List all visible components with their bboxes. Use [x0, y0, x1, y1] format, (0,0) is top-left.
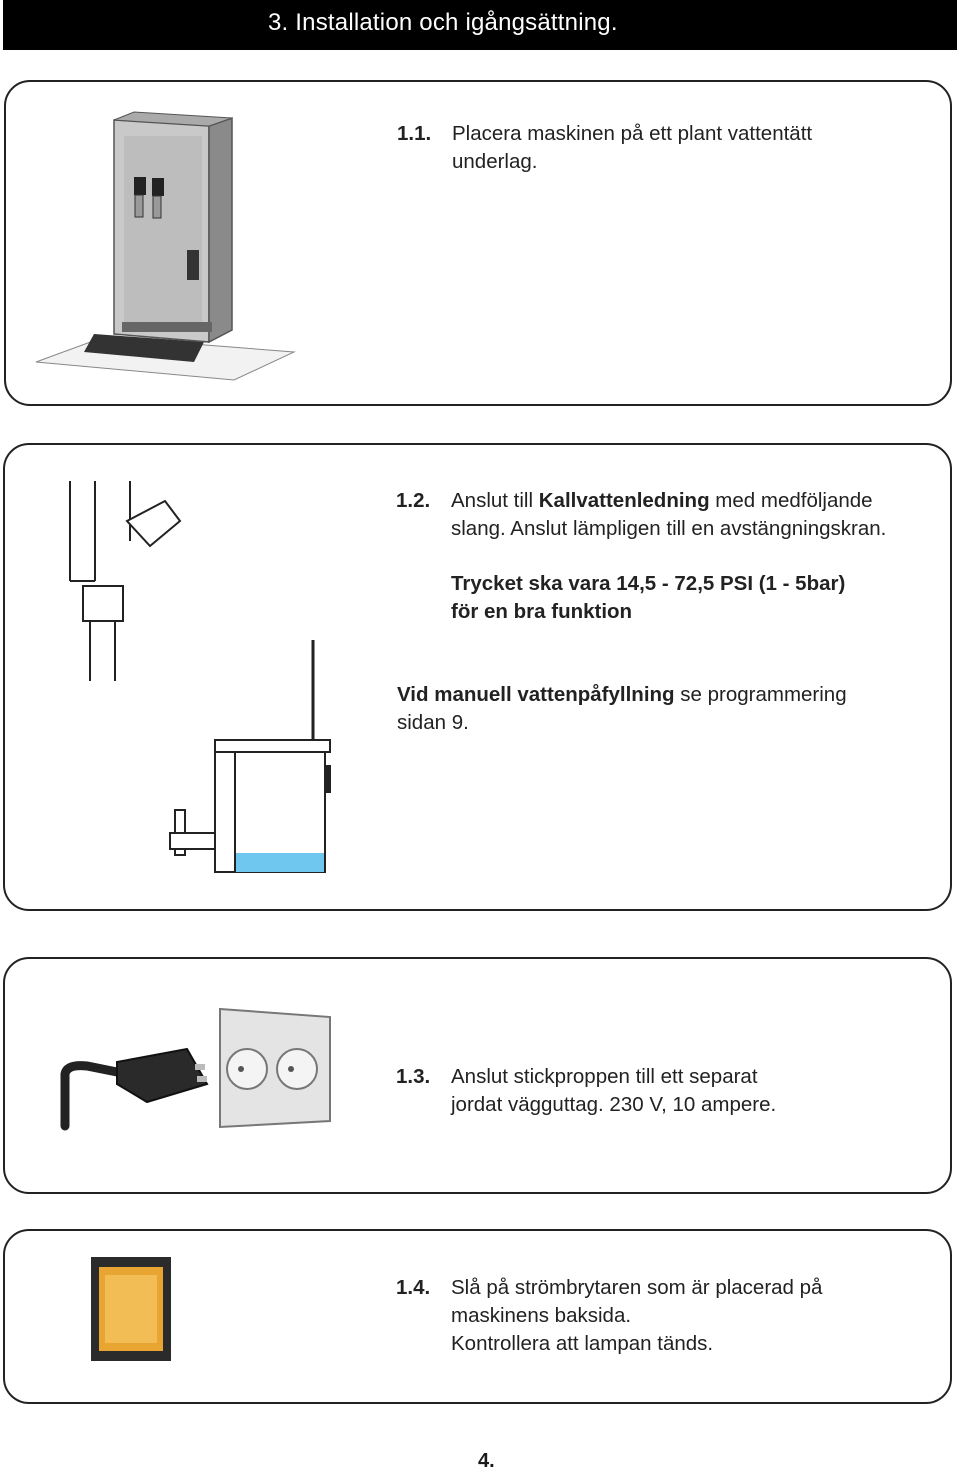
- step-text: Anslut stickproppen till ett separat: [451, 1065, 758, 1088]
- section-title: 3. Installation och igångsättning.: [268, 9, 618, 36]
- step-text: underlag.: [452, 150, 538, 173]
- step-number: 1.3.: [396, 1065, 431, 1088]
- step-panel-1-4: [3, 1229, 952, 1404]
- step-panel-1-1: [4, 80, 952, 406]
- step-text: Kontrollera att lampan tänds.: [451, 1332, 714, 1355]
- manual-fill-note: sidan 9.: [397, 711, 469, 734]
- step-text: Placera maskinen på ett plant vattentätt: [452, 122, 813, 145]
- step-text: Anslut till Kallvattenledning med medföljande: [451, 489, 873, 512]
- step-text: maskinens baksida.: [451, 1304, 632, 1327]
- water-boiler-illustration: [34, 112, 274, 372]
- pressure-note: för en bra funktion: [451, 600, 633, 623]
- tank-water-level-illustration: [165, 635, 345, 875]
- manual-fill-note: Vid manuell vattenpåfyllning se programmering: [397, 683, 847, 706]
- step-number: 1.4.: [396, 1276, 431, 1299]
- wall-socket-illustration: [215, 1009, 335, 1129]
- step-text: slang. Anslut lämpligen till en avstängningskran.: [451, 517, 887, 540]
- page-number: 4.: [478, 1450, 495, 1472]
- pressure-note: Trycket ska vara 14,5 - 72,5 PSI (1 - 5bar): [451, 572, 846, 595]
- section-header: [3, 0, 957, 50]
- step-text: jordat vägguttag. 230 V, 10 ampere.: [451, 1093, 777, 1116]
- step-panel-1-3: [3, 957, 952, 1194]
- step-text: Slå på strömbrytaren som är placerad på: [451, 1276, 823, 1299]
- step-number: 1.1.: [397, 122, 432, 145]
- power-plug-illustration: [57, 1014, 217, 1134]
- step-number: 1.2.: [396, 489, 431, 512]
- power-switch-illustration: [91, 1257, 171, 1361]
- step-panel-1-2: [3, 443, 952, 911]
